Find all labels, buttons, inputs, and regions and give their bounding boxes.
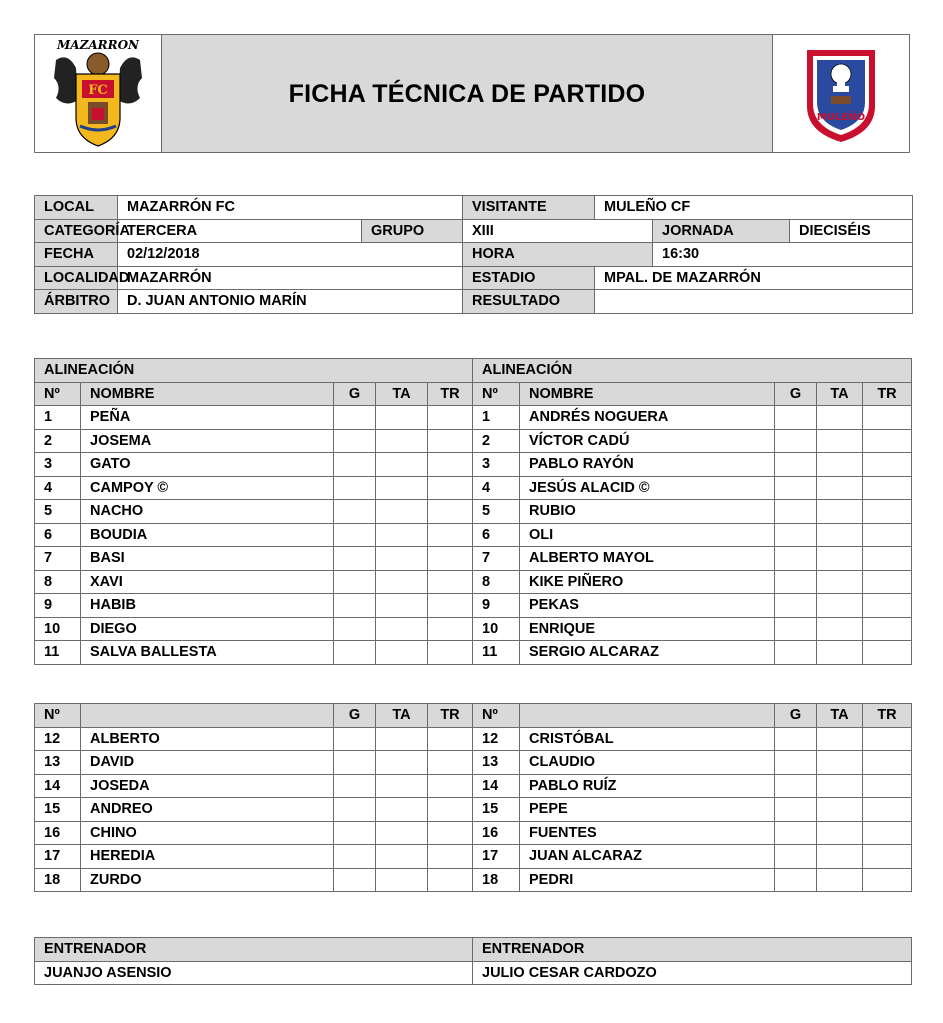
home-player-red-cards: [428, 727, 473, 751]
away-player-yellow-cards: [817, 774, 863, 798]
player-row: [35, 523, 912, 547]
away-player-red-cards: [863, 641, 912, 665]
away-player-yellow-cards: [817, 751, 863, 775]
away-player-red-cards: [863, 845, 912, 869]
away-player-yellow-cards: [817, 476, 863, 500]
home-player-number: 2: [35, 429, 81, 453]
home-player-red-cards: [428, 617, 473, 641]
away-player-name: PABLO RUÍZ: [520, 774, 775, 798]
away-player-red-cards: [863, 406, 912, 430]
away-player-red-cards: [863, 594, 912, 618]
hora-value: 16:30: [653, 243, 913, 267]
col-tr-header: TR: [863, 704, 912, 728]
away-player-name: OLI: [520, 523, 775, 547]
home-player-red-cards: [428, 547, 473, 571]
away-player-name: KIKE PIÑERO: [520, 570, 775, 594]
fecha-label: FECHA: [35, 243, 118, 267]
arbitro-label: ÁRBITRO: [35, 290, 118, 314]
away-player-goals: [775, 406, 817, 430]
col-g-header: G: [334, 704, 376, 728]
col-g-header: G: [775, 382, 817, 406]
home-player-number: 1: [35, 406, 81, 430]
away-player-goals: [775, 798, 817, 822]
home-logo-initials: FC: [88, 82, 108, 98]
home-player-number: 6: [35, 523, 81, 547]
away-player-goals: [775, 523, 817, 547]
home-player-yellow-cards: [376, 500, 428, 524]
home-player-red-cards: [428, 845, 473, 869]
home-player-goals: [334, 845, 376, 869]
home-player-red-cards: [428, 798, 473, 822]
col-name-header: NOMBRE: [520, 382, 775, 406]
away-player-goals: [775, 641, 817, 665]
col-tr-header: TR: [428, 382, 473, 406]
home-player-name: CHINO: [81, 821, 334, 845]
home-player-yellow-cards: [376, 429, 428, 453]
lineup-away-title: ALINEACIÓN: [473, 359, 912, 383]
away-player-number: 9: [473, 594, 520, 618]
away-player-yellow-cards: [817, 821, 863, 845]
away-player-yellow-cards: [817, 547, 863, 571]
away-player-name: JESÚS ALACID ©: [520, 476, 775, 500]
away-player-yellow-cards: [817, 868, 863, 892]
col-name-header-empty: [520, 704, 775, 728]
away-player-goals: [775, 429, 817, 453]
jornada-value: DIECISÉIS: [790, 219, 913, 243]
fecha-value: 02/12/2018: [118, 243, 463, 267]
away-player-number: 2: [473, 429, 520, 453]
away-logo-text: MULEÑO: [816, 111, 866, 123]
col-name-header-empty: [81, 704, 334, 728]
player-row: [35, 429, 912, 453]
home-player-number: 7: [35, 547, 81, 571]
home-player-goals: [334, 476, 376, 500]
home-player-yellow-cards: [376, 798, 428, 822]
away-player-yellow-cards: [817, 727, 863, 751]
home-player-yellow-cards: [376, 641, 428, 665]
away-player-goals: [775, 868, 817, 892]
local-label: LOCAL: [35, 196, 118, 220]
col-name-header: NOMBRE: [81, 382, 334, 406]
categoria-label: CATEGORÍA: [35, 219, 118, 243]
away-player-yellow-cards: [817, 641, 863, 665]
resultado-value: [595, 290, 913, 314]
home-player-name: ANDREO: [81, 798, 334, 822]
away-player-name: PEDRI: [520, 868, 775, 892]
away-player-goals: [775, 500, 817, 524]
home-player-name: DIEGO: [81, 617, 334, 641]
home-player-name: JOSEMA: [81, 429, 334, 453]
col-ta-header: TA: [817, 382, 863, 406]
grupo-label: GRUPO: [362, 219, 463, 243]
hora-label: HORA: [463, 243, 653, 267]
home-logo-text: MAZARRON: [56, 37, 140, 52]
home-player-yellow-cards: [376, 547, 428, 571]
estadio-value: MPAL. DE MAZARRÓN: [595, 266, 913, 290]
home-player-name: HEREDIA: [81, 845, 334, 869]
home-player-goals: [334, 547, 376, 571]
home-player-red-cards: [428, 751, 473, 775]
home-logo-cell: [35, 35, 162, 153]
player-row: [35, 500, 912, 524]
away-player-number: 16: [473, 821, 520, 845]
col-g-header: G: [775, 704, 817, 728]
muleno-crest-icon: [803, 44, 879, 144]
away-player-yellow-cards: [817, 798, 863, 822]
away-player-yellow-cards: [817, 500, 863, 524]
home-player-yellow-cards: [376, 821, 428, 845]
away-player-name: PEKAS: [520, 594, 775, 618]
away-player-yellow-cards: [817, 594, 863, 618]
away-player-number: 17: [473, 845, 520, 869]
away-player-goals: [775, 476, 817, 500]
visitante-value: MULEÑO CF: [595, 196, 913, 220]
player-row: [35, 594, 912, 618]
home-player-number: 3: [35, 453, 81, 477]
home-player-number: 14: [35, 774, 81, 798]
away-player-yellow-cards: [817, 845, 863, 869]
home-player-name: BOUDIA: [81, 523, 334, 547]
home-player-yellow-cards: [376, 523, 428, 547]
away-player-red-cards: [863, 617, 912, 641]
home-player-goals: [334, 429, 376, 453]
estadio-label: ESTADIO: [463, 266, 595, 290]
home-player-goals: [334, 821, 376, 845]
away-player-red-cards: [863, 500, 912, 524]
home-player-yellow-cards: [376, 406, 428, 430]
resultado-label: RESULTADO: [463, 290, 595, 314]
localidad-value: MAZARRÓN: [118, 266, 463, 290]
away-player-number: 5: [473, 500, 520, 524]
away-player-number: 8: [473, 570, 520, 594]
away-player-goals: [775, 774, 817, 798]
home-player-red-cards: [428, 500, 473, 524]
home-player-name: JOSEDA: [81, 774, 334, 798]
away-player-goals: [775, 547, 817, 571]
away-player-red-cards: [863, 476, 912, 500]
home-player-goals: [334, 868, 376, 892]
jornada-label: JORNADA: [653, 219, 790, 243]
home-player-red-cards: [428, 453, 473, 477]
home-player-name: GATO: [81, 453, 334, 477]
home-player-goals: [334, 453, 376, 477]
away-player-number: 10: [473, 617, 520, 641]
home-player-yellow-cards: [376, 617, 428, 641]
home-player-goals: [334, 727, 376, 751]
away-player-number: 6: [473, 523, 520, 547]
substitutes-table: [34, 703, 912, 892]
away-player-number: 4: [473, 476, 520, 500]
player-row: [35, 774, 912, 798]
home-player-red-cards: [428, 476, 473, 500]
home-player-number: 18: [35, 868, 81, 892]
away-player-number: 3: [473, 453, 520, 477]
visitante-label: VISITANTE: [463, 196, 595, 220]
col-ta-header: TA: [817, 704, 863, 728]
col-tr-header: TR: [863, 382, 912, 406]
col-num-header: Nº: [473, 704, 520, 728]
home-player-number: 10: [35, 617, 81, 641]
home-player-name: SALVA BALLESTA: [81, 641, 334, 665]
away-player-name: CRISTÓBAL: [520, 727, 775, 751]
away-player-red-cards: [863, 751, 912, 775]
away-player-red-cards: [863, 429, 912, 453]
home-player-name: BASI: [81, 547, 334, 571]
away-player-red-cards: [863, 774, 912, 798]
localidad-label: LOCALIDAD: [35, 266, 118, 290]
lineup-table: [34, 358, 912, 665]
home-player-yellow-cards: [376, 570, 428, 594]
away-player-yellow-cards: [817, 617, 863, 641]
home-player-goals: [334, 798, 376, 822]
away-coach-name: JULIO CESAR CARDOZO: [473, 961, 912, 985]
away-player-red-cards: [863, 868, 912, 892]
player-row: [35, 798, 912, 822]
col-tr-header: TR: [428, 704, 473, 728]
home-player-name: CAMPOY ©: [81, 476, 334, 500]
away-player-name: ALBERTO MAYOL: [520, 547, 775, 571]
arbitro-value: D. JUAN ANTONIO MARÍN: [118, 290, 463, 314]
home-player-goals: [334, 500, 376, 524]
away-player-number: 12: [473, 727, 520, 751]
player-row: [35, 617, 912, 641]
player-row: [35, 821, 912, 845]
away-player-goals: [775, 727, 817, 751]
home-player-name: HABIB: [81, 594, 334, 618]
page-title: FICHA TÉCNICA DE PARTIDO: [162, 35, 773, 153]
match-info-table: [34, 195, 913, 314]
away-player-goals: [775, 751, 817, 775]
away-player-name: JUAN ALCARAZ: [520, 845, 775, 869]
away-player-red-cards: [863, 523, 912, 547]
home-player-number: 15: [35, 798, 81, 822]
home-player-name: DAVID: [81, 751, 334, 775]
home-player-yellow-cards: [376, 727, 428, 751]
home-player-red-cards: [428, 641, 473, 665]
coaches-table: [34, 937, 912, 985]
player-row: [35, 727, 912, 751]
away-player-red-cards: [863, 821, 912, 845]
col-g-header: G: [334, 382, 376, 406]
col-num-header: Nº: [35, 704, 81, 728]
away-player-red-cards: [863, 453, 912, 477]
home-player-number: 8: [35, 570, 81, 594]
away-player-goals: [775, 845, 817, 869]
player-row: [35, 570, 912, 594]
away-player-yellow-cards: [817, 406, 863, 430]
local-value: MAZARRÓN FC: [118, 196, 463, 220]
home-player-goals: [334, 406, 376, 430]
col-num-header: Nº: [35, 382, 81, 406]
grupo-value: XIII: [463, 219, 653, 243]
home-player-goals: [334, 774, 376, 798]
away-player-red-cards: [863, 547, 912, 571]
home-player-red-cards: [428, 594, 473, 618]
home-player-yellow-cards: [376, 453, 428, 477]
col-num-header: Nº: [473, 382, 520, 406]
home-player-goals: [334, 617, 376, 641]
home-player-red-cards: [428, 821, 473, 845]
lineup-home-title: ALINEACIÓN: [35, 359, 473, 383]
away-player-number: 13: [473, 751, 520, 775]
player-row: [35, 751, 912, 775]
home-player-name: ZURDO: [81, 868, 334, 892]
mazarron-crest-icon: [48, 38, 148, 150]
home-player-number: 17: [35, 845, 81, 869]
player-row: [35, 868, 912, 892]
home-player-number: 11: [35, 641, 81, 665]
player-row: [35, 476, 912, 500]
home-player-number: 16: [35, 821, 81, 845]
away-player-red-cards: [863, 570, 912, 594]
home-player-name: XAVI: [81, 570, 334, 594]
home-player-red-cards: [428, 868, 473, 892]
categoria-value: TERCERA: [118, 219, 362, 243]
away-player-yellow-cards: [817, 429, 863, 453]
home-player-number: 12: [35, 727, 81, 751]
away-player-yellow-cards: [817, 453, 863, 477]
home-player-name: PEÑA: [81, 406, 334, 430]
home-player-number: 5: [35, 500, 81, 524]
player-row: [35, 453, 912, 477]
away-player-name: ANDRÉS NOGUERA: [520, 406, 775, 430]
away-player-yellow-cards: [817, 570, 863, 594]
col-ta-header: TA: [376, 382, 428, 406]
home-player-yellow-cards: [376, 868, 428, 892]
away-player-goals: [775, 594, 817, 618]
away-player-name: SERGIO ALCARAZ: [520, 641, 775, 665]
home-player-red-cards: [428, 774, 473, 798]
home-player-yellow-cards: [376, 845, 428, 869]
home-player-red-cards: [428, 406, 473, 430]
away-player-name: PEPE: [520, 798, 775, 822]
player-row: [35, 641, 912, 665]
home-player-red-cards: [428, 429, 473, 453]
player-row: [35, 547, 912, 571]
away-player-number: 1: [473, 406, 520, 430]
home-coach-name: JUANJO ASENSIO: [35, 961, 473, 985]
player-row: [35, 845, 912, 869]
away-player-red-cards: [863, 727, 912, 751]
home-player-yellow-cards: [376, 594, 428, 618]
header-table: [34, 34, 910, 153]
away-player-red-cards: [863, 798, 912, 822]
away-player-number: 7: [473, 547, 520, 571]
away-player-name: VÍCTOR CADÚ: [520, 429, 775, 453]
away-logo-cell: [773, 35, 910, 153]
home-player-red-cards: [428, 523, 473, 547]
away-player-goals: [775, 570, 817, 594]
away-player-name: FUENTES: [520, 821, 775, 845]
away-player-number: 18: [473, 868, 520, 892]
col-ta-header: TA: [376, 704, 428, 728]
home-player-goals: [334, 570, 376, 594]
home-player-goals: [334, 594, 376, 618]
home-player-name: NACHO: [81, 500, 334, 524]
away-player-name: RUBIO: [520, 500, 775, 524]
player-row: [35, 406, 912, 430]
away-player-goals: [775, 617, 817, 641]
home-player-number: 4: [35, 476, 81, 500]
home-player-red-cards: [428, 570, 473, 594]
home-player-yellow-cards: [376, 774, 428, 798]
away-coach-label: ENTRENADOR: [473, 938, 912, 962]
away-player-number: 15: [473, 798, 520, 822]
home-player-goals: [334, 751, 376, 775]
away-player-goals: [775, 821, 817, 845]
away-player-name: CLAUDIO: [520, 751, 775, 775]
home-player-name: ALBERTO: [81, 727, 334, 751]
home-player-yellow-cards: [376, 751, 428, 775]
home-coach-label: ENTRENADOR: [35, 938, 473, 962]
away-player-number: 11: [473, 641, 520, 665]
home-player-number: 9: [35, 594, 81, 618]
away-player-yellow-cards: [817, 523, 863, 547]
away-player-name: ENRIQUE: [520, 617, 775, 641]
away-player-goals: [775, 453, 817, 477]
away-player-name: PABLO RAYÓN: [520, 453, 775, 477]
home-player-goals: [334, 641, 376, 665]
home-player-yellow-cards: [376, 476, 428, 500]
home-player-goals: [334, 523, 376, 547]
home-player-number: 13: [35, 751, 81, 775]
away-player-number: 14: [473, 774, 520, 798]
